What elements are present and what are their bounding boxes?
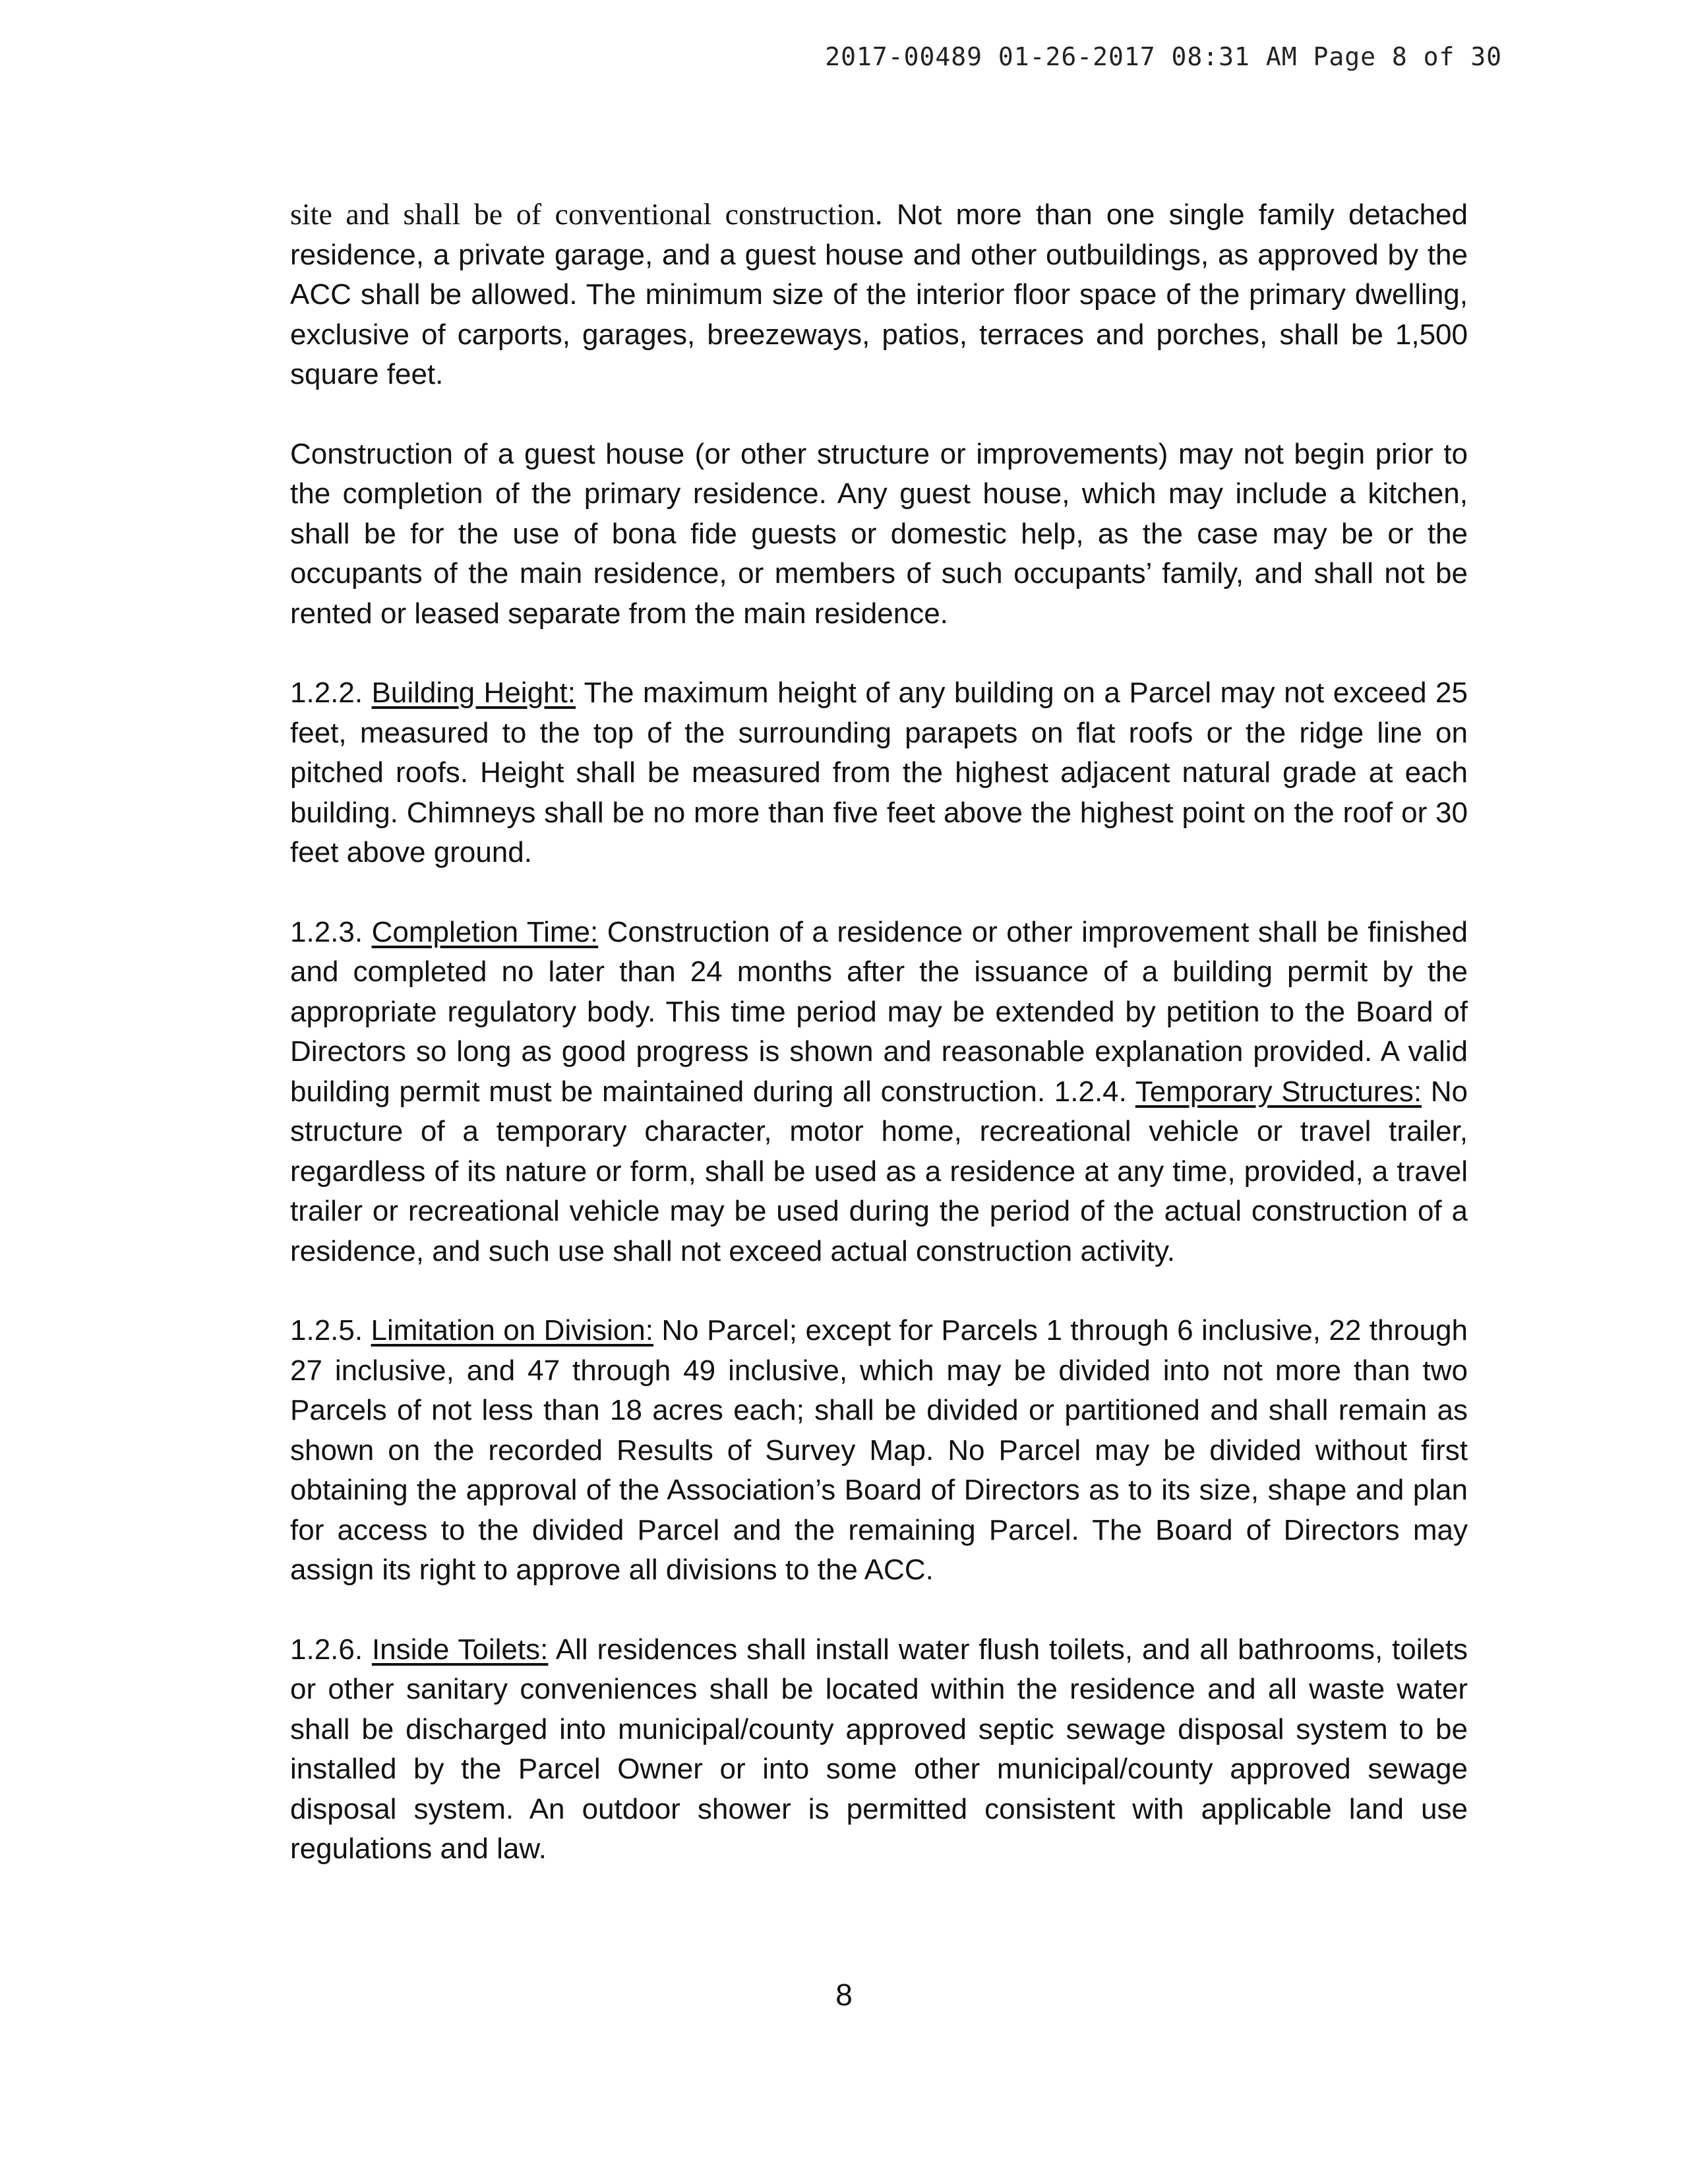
section-1-2-3	[290, 913, 1468, 1272]
section-text: The maximum height of any building on a Parcel may not exceed 25 feet, measured to the top of the surrounding parapets on flat roofs or the ridge line on pitched roofs. Height shall be measured from the highest adjacent natural grade at each building. Chimneys shall be no more than five feet above the highest point on the roof or 30 feet above ground.	[290, 677, 1468, 868]
section-text: No structure of a temporary character, motor home, recreational vehicle or travel trailer, regardless of its nature or form, shall be used as a residence at any time, provided, a travel trailer or recreational vehicle may be used during the period of the actual construction of a residence, and such use shall not exceed actual construction activity.	[290, 1075, 1468, 1267]
section-1-2-5	[290, 1311, 1468, 1591]
paragraph-guest-house: Construction of a guest house (or other structure or improvements) may not begin prior to the completion of the primary residence. Any guest house, which may include a kitchen, shall be for the use of bona fide guests or domestic help, as the case may be or the occupants of the main residence, or members of such occupants’ family, and shall not be rented or leased separate from the main residence.	[290, 437, 1468, 630]
section-text: Construction of a residence or other improvement shall be finished and completed no later than 24 months after the issuance of a building permit by the appropriate regulatory body. This time period may be extended by petition to the Board of Directors so long as good progress is shown and reasonable explanation provided. A valid building permit must be maintained during all construction. 1.2.4.	[290, 915, 1468, 1108]
paragraph-lead-text: site and shall be of conventional construction.	[290, 197, 883, 231]
section-heading-temporary-structures: Temporary Structures:	[1135, 1075, 1422, 1108]
section-number: 1.2.3.	[290, 915, 363, 948]
section-heading-completion-time: Completion Time:	[371, 915, 599, 948]
paragraph-construction-type	[290, 195, 1468, 395]
section-heading-inside-toilets: Inside Toilets:	[371, 1633, 549, 1666]
page-number: 8	[835, 1978, 853, 2012]
section-number: 1.2.6.	[290, 1633, 363, 1666]
section-1-2-6	[290, 1630, 1468, 1869]
section-number: 1.2.5.	[290, 1314, 363, 1347]
section-number: 1.2.2.	[290, 677, 363, 709]
section-text: All residences shall install water flush toilets, and all bathrooms, toilets or other sanitary conveniences shall be located within the residence and all waste water shall be discharged into municipal/county approved septic sewage disposal system to be installed by the Parcel Owner or into some other municipal/county approved sewage disposal system. An outdoor shower is permitted consistent with applicable land use regulations and law.	[290, 1633, 1468, 1865]
paragraph-text: Not more than one single family detached residence, a private garage, and a guest house and other outbuildings, as approved by the ACC shall be allowed. The minimum size of the interior floor space of the primary dwelling, exclusive of carports, garages, breezeways, patios, terraces and porches, shall be 1,500 square feet.	[290, 198, 1468, 390]
section-heading-building-height: Building Height:	[371, 677, 576, 709]
section-1-2-2	[290, 673, 1468, 873]
section-heading-limitation-on-division: Limitation on Division:	[371, 1314, 653, 1347]
fax-header-stamp: 2017-00489 01-26-2017 08:31 AM Page 8 of 30	[825, 42, 1502, 71]
section-text: No Parcel; except for Parcels 1 through 6 inclusive, 22 through 27 inclusive, and 47 through 49 inclusive, which may be divided into not more than two Parcels of not less than 18 acres each; shall be divided or partitioned and shall remain as shown on the recorded Results of Survey Map. No Parcel may be divided without first obtaining the approval of the Association’s Board of Directors as to its size, shape and plan for access to the divided Parcel and the remaining Parcel. The Board of Directors may assign its right to approve all divisions to the ACC.	[290, 1314, 1468, 1586]
document-body	[290, 195, 1468, 1909]
